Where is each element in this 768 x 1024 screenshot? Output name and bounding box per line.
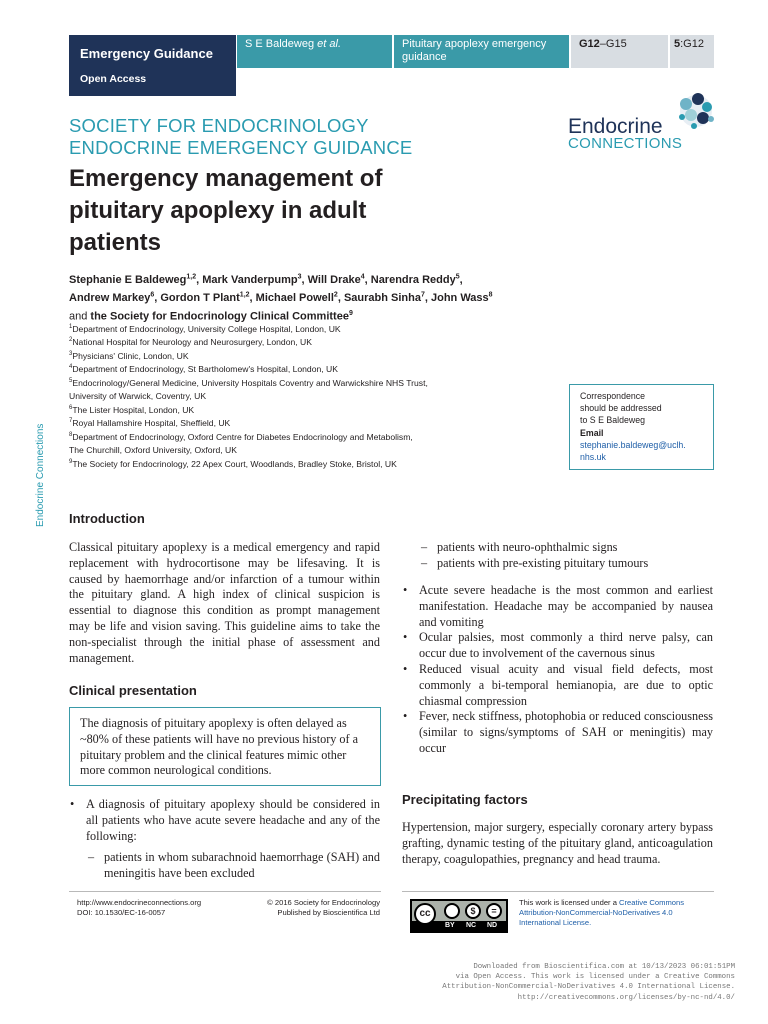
side-journal-label: Endocrine Connections [35,423,46,527]
author: Will Drake$^4$, [307,273,371,286]
publisher: Published by Bioscientifica Ltd [277,908,380,917]
license-link[interactable]: International License. [519,918,592,927]
license-prefix: This work is licensed under a [519,898,620,907]
affiliation: $^2$National Hospital for Neurology and Neurosurgery, London, UK [69,337,312,348]
list-item: • A diagnosis of pituitary apoplexy should be considered in all patients who have acute severe headache and any of the following: [69,797,380,844]
cc-icon: cc [414,903,436,925]
corr-email-link[interactable]: stephanie.baldeweg@uclh. nhs.uk [580,439,686,463]
by-icon [444,903,460,919]
precip-heading: Precipitating factors [402,792,528,807]
affiliation: $^7$Royal Hallamshire Hospital, Sheffield, UK [69,418,231,429]
author-list [69,269,549,325]
author: Saurabh Sinha$^7$, [343,291,431,305]
affiliation: $^4$Department of Endocrinology, St Bartholomew's Hospital, London, UK [69,364,338,375]
author: Michael Powell$^2$, [255,291,344,305]
affiliation: $^3$Physicians' Clinic, London, UK [69,350,189,361]
intro-heading: Introduction [69,511,145,526]
author: Narendra Reddy$^5$, [370,273,463,286]
running-title: Pituitary apoplexy emergency guidance [394,35,569,68]
nc-icon: $ [465,903,481,919]
author-line [69,288,549,307]
affiliation-list [69,322,549,470]
list-item: – patients in whom subarachnoid haemorrhage (SAH) and meningitis have been excluded [86,850,380,882]
cc-license-badge[interactable] [410,899,508,933]
logo-word-connections: CONNECTIONS [568,135,683,152]
society-line-2: ENDOCRINE EMERGENCY GUIDANCE [69,137,413,158]
download-line: Attribution-NonCommercial-NoDerivatives 4.0 International License. [442,983,735,992]
volume-number: 5 [674,38,681,50]
precip-text: Hypertension, major surgery, especially coronary artery bypass grafting, dynamic testing of the pituitary gland, anticoagulation therapy, coagulopathies, pregnancy and head trauma. [402,820,713,866]
footer-rule-right [402,891,714,892]
corr-line: to S E Baldeweg [580,415,646,426]
symptom-list [402,583,713,757]
author: Gordon T Plant$^{1,2}$, [160,291,256,305]
list-item: – patients with neuro-ophthalmic signs [419,540,713,556]
footer-rule-left [69,891,381,892]
nd-icon: = [486,903,502,919]
footer-copyright [220,898,380,918]
correspondence-box [569,384,714,470]
clinical-heading: Clinical presentation [69,683,197,698]
author: Mark Vanderpump$^3$, [202,273,308,286]
logo-word-endocrine: Endocrine [568,115,663,138]
running-author-name: S E Baldeweg [245,38,318,50]
society-line-1: SOCIETY FOR ENDOCRINOLOGY [69,115,369,136]
author: Stephanie E Baldeweg$^{1,2}$, [69,273,203,286]
journal-logo [568,90,718,154]
journal-section-badge [69,35,236,96]
section-label: Emergency Guidance [80,46,213,61]
copyright: © 2016 Society for Endocrinology [267,898,380,907]
issue-number: :G12 [680,38,704,50]
download-stamp [380,962,735,1003]
list-item: • Acute severe headache is the most common and earliest manifestation. Headache may be accompanied by nausea and vomiting [402,583,713,630]
intro-text: Classical pituitary apoplexy is a medical emergency and rapid replacement with hydrocortisone may be lifesaving. It is caused by haemorrhage and/or infarction of a tumour within the pituitary gland. A high index of clinical suspicion is essential to diagnose this condition as prompt management may be life and vision saving. This guideline aims to take the non-specialist through the initial phase of assessment and management. [69,540,380,665]
title-line: pituitary apoplexy in adult [69,197,367,224]
license-link[interactable]: Attribution-NonCommercial-NoDerivatives 4.0 [519,908,673,917]
download-line: via Open Access. This work is licensed under a Creative Commons [455,973,735,982]
cc-nd-text: ND [487,922,498,929]
running-author-etal: et al. [317,38,342,50]
author-line [69,269,549,288]
affiliation: $^6$The Lister Hospital, London, UK [69,404,195,415]
affiliation: $^5$Endocrinology/General Medicine, University Hospitals Coventry and Warwickshire NHS Trust, [69,377,428,388]
footer-license-text [519,898,714,928]
page-range-start: G12 [579,38,600,50]
list-item: • Reduced visual acuity and visual field defects, most commonly a bi-temporal hemianopia, are due to optic chiasmal compression [402,662,713,709]
running-author [237,35,392,68]
author: John Wass$^8$ [431,291,493,305]
volume-issue [670,35,714,68]
journal-url-link[interactable]: http://www.endocrineconnections.org [77,898,202,907]
footer-journal-info [77,898,201,918]
cc-by-text: BY [445,922,455,929]
doi: DOI: 10.1530/EC-16-0057 [77,908,166,917]
clinical-list-continued [402,540,713,572]
open-access-label: Open Access [80,73,147,85]
authors-and: and [69,310,91,323]
title-line: patients [69,229,162,256]
affiliation: $^9$The Society for Endocrinology, 22 Apex Court, Woodlands, Bradley Stoke, Bristol, UK [69,458,397,469]
page-range [571,35,668,68]
committee-sup: 9 [348,310,353,318]
committee-name: the Society for Endocrinology Clinical Committee [90,310,349,323]
download-link[interactable]: http://creativecommons.org/licenses/by-nc-nd/4.0/ [517,993,735,1002]
logo-dots-icon [672,90,718,132]
license-link[interactable]: Creative Commons [619,898,685,907]
corr-line: should be addressed [580,403,662,414]
list-item: • Fever, neck stiffness, photophobia or reduced consciousness (similar to signs/symptoms of SAH or meningitis) may occur [402,709,713,756]
affiliation: The Churchill, Oxford University, Oxford, UK [69,444,237,455]
title-line: Emergency management of [69,165,383,192]
corr-email-label: Email [580,427,604,438]
affiliation: University of Warwick, Coventry, UK [69,391,207,402]
corr-line: Correspondence [580,391,646,401]
author: Andrew Markey$^6$, [69,291,161,305]
article-title [69,163,539,259]
list-item: • Ocular palsies, most commonly a third nerve palsy, can occur due to involvement of the cavernous sinus [402,630,713,662]
download-line: Downloaded from Bioscientifica.com at 10/13/2023 06:01:51PM [473,963,735,971]
clinical-list [69,797,380,882]
page-range-end: –G15 [599,38,627,50]
affiliation: $^8$Department of Endocrinology, Oxford Centre for Diabetes Endocrinology and Metabolism, [69,431,413,442]
cc-nc-text: NC [466,922,477,929]
affiliation: $^1$Department of Endocrinology, University College Hospital, London, UK [69,323,341,334]
list-item: – patients with pre-existing pituitary tumours [419,556,713,572]
clinical-callout-box: The diagnosis of pituitary apoplexy is often delayed as ~80% of these patients will have no previous history of a pituitary problem and the clinical features mimic other more common neurological conditions. [69,707,381,786]
